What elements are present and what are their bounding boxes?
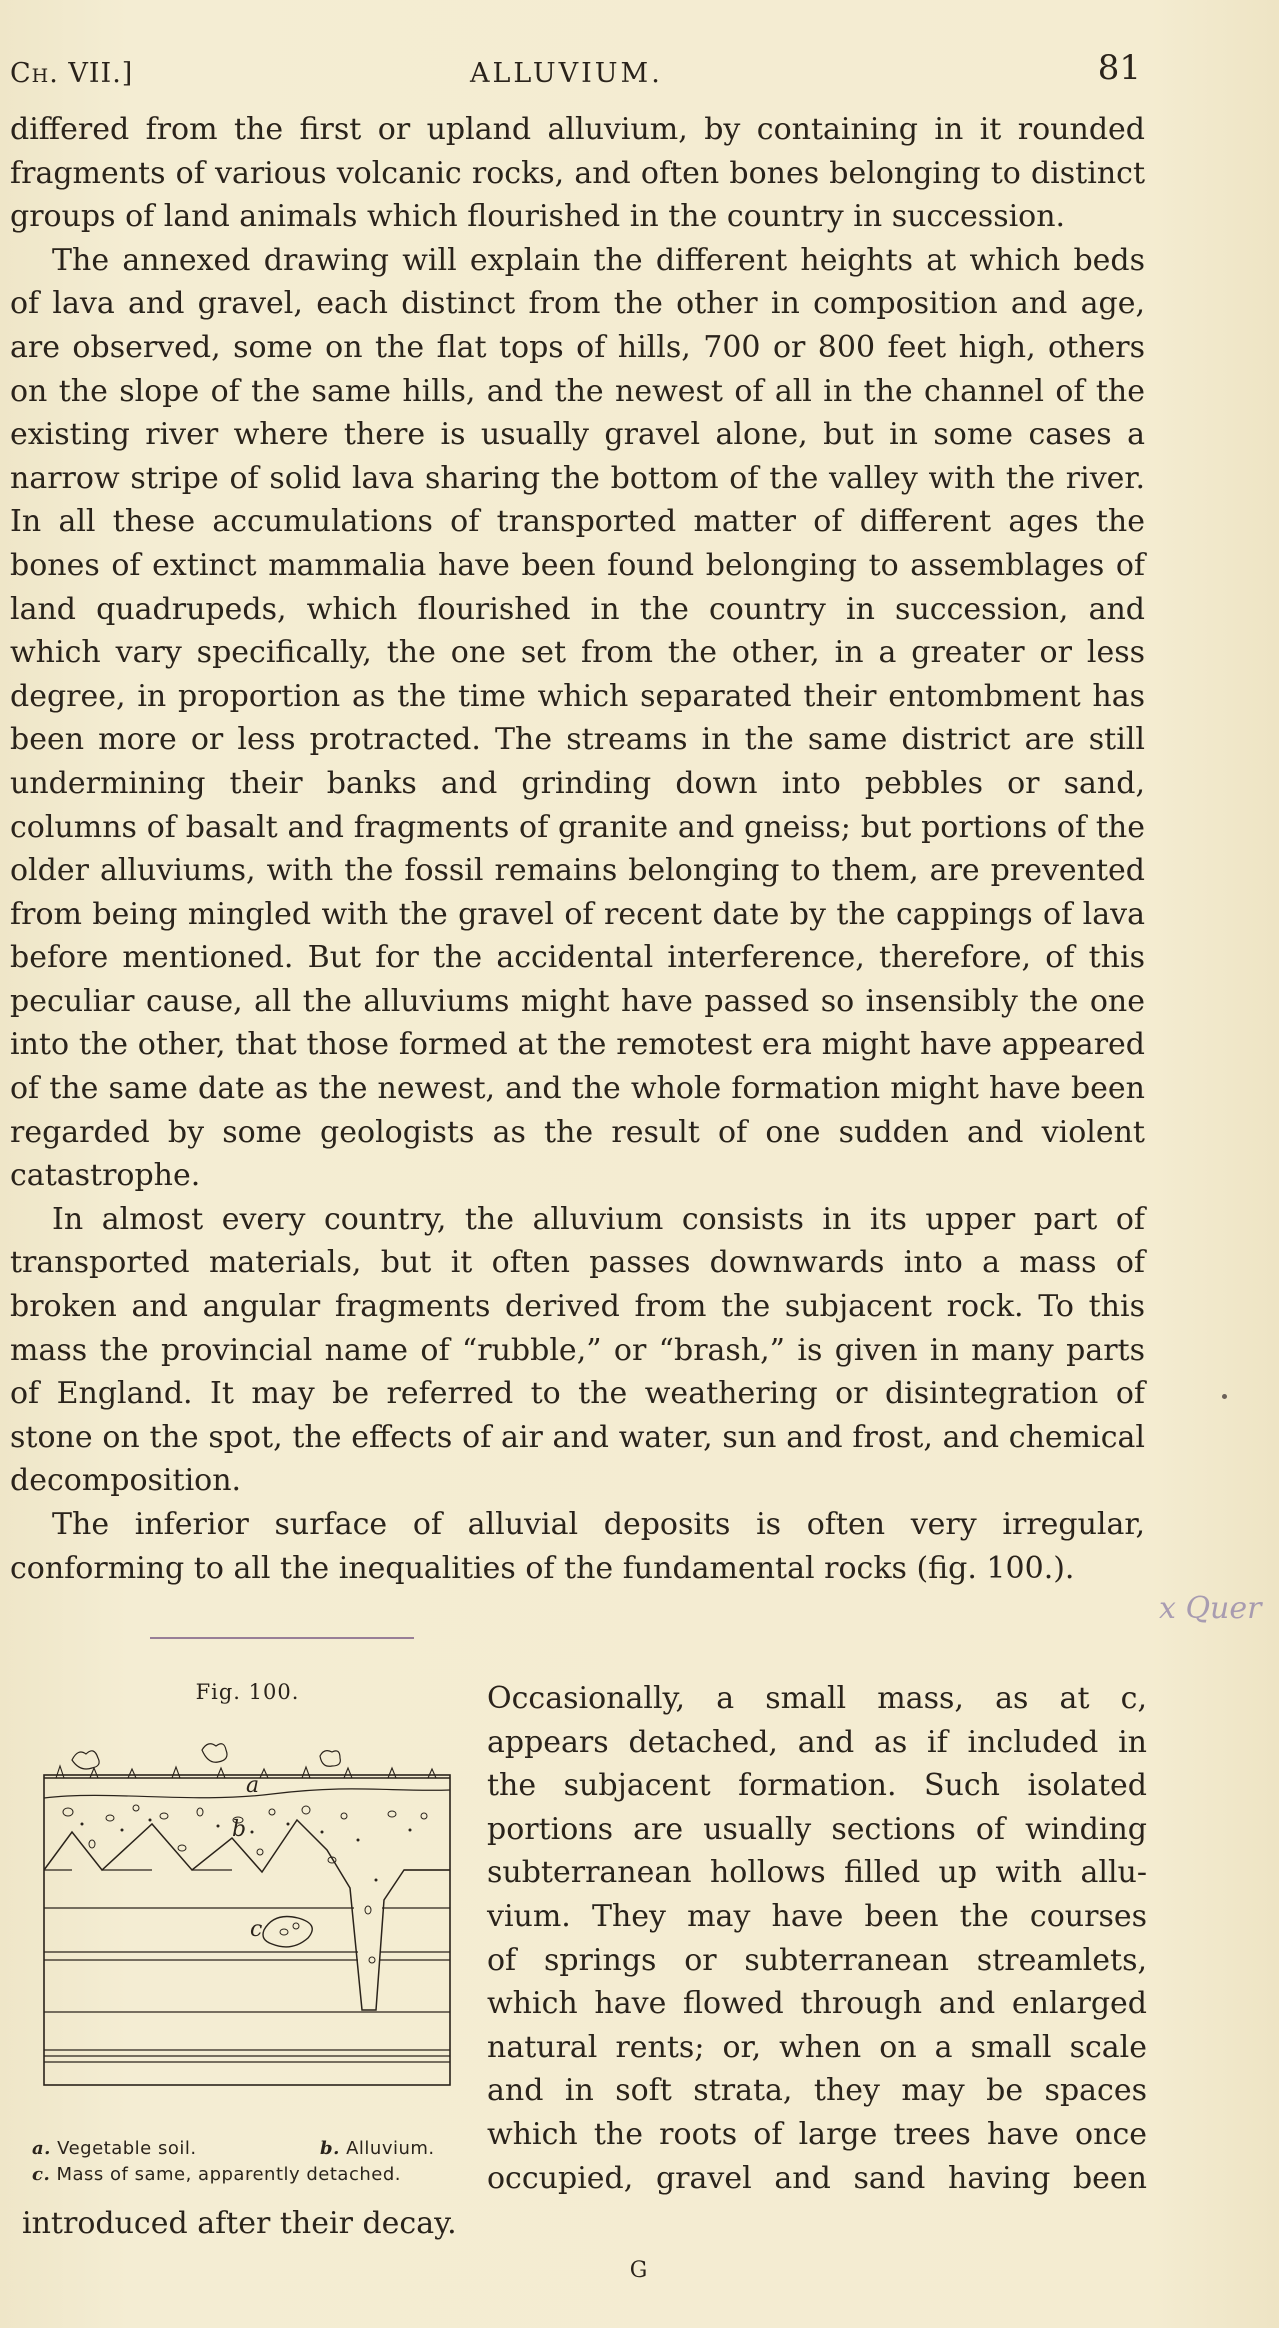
paragraph: differed from the first or upland alluvium, by containing in it rounded fragments of various volcanic rocks, and often bones belonging to distinct groups of land animals which flourished in the country in succession. <box>10 112 1145 235</box>
caption-c-text: Mass of same, apparently detached. <box>56 2164 401 2185</box>
paragraph: The annexed drawing will explain the different heights at which beds of lava and gravel, each distinct from the other in composition and age, are observed, some on the flat tops of hills, 700 or 800 feet high, others on the slope of the same hills, and the newest of all in the channel of the existing river where there is usually gravel alone, but in some cases a narrow stripe of solid lava sharing the bottom of the valley with the river. In all these accumulations of transported matter of different ages the bones of extinct mammalia have been found belonging to assemblages of land quadrupeds, which flourished in the country in succession, and which vary specifically, the one set from the other, in a greater or less degree, in proportion as the time which separated their entombment has been more or less protracted. The streams in the same district are still undermining their banks and grinding down into pebbles or sand, columns of basalt and fragments of granite and gneiss; but portions of the older alluviums, with the fossil remains belonging to them, are prevented from being mingled with the gravel of recent date by the cappings of lava before mentioned. But for the accidental interference, therefore, of this peculiar cause, all the alluviums might have passed so insensibly the one into the other, that those formed at the remotest era might have appeared of the same date as the newest, and the whole formation might have been regarded by some geologists as the result of one sudden and violent catastrophe. <box>10 242 1145 1194</box>
chapter-label: Ch. VII.] <box>10 58 134 89</box>
caption-a <box>32 2138 197 2159</box>
margin-dot <box>1222 1394 1227 1399</box>
main-text <box>10 108 1145 1590</box>
text-line: which the roots of large trees have once <box>487 2116 1147 2152</box>
caption-a-letter: a. <box>32 2138 51 2159</box>
page-number: 81 <box>1097 48 1141 88</box>
figure-title: Fig. 100. <box>195 1680 300 1704</box>
rock-strata <box>44 1870 450 2062</box>
caption-b-letter: b. <box>320 2138 340 2159</box>
text-beside-figure <box>487 1677 1147 2200</box>
text-line: appears detached, and as if included in <box>487 1724 1147 1760</box>
geological-section-drawing <box>32 1720 472 2110</box>
paragraph: In almost every country, the alluvium consists in its upper part of transported materials, but it often passes downwards into a mass of broken and angular fragments derived from the subjacent rock. To this mass the provincial name of “rubble,” or “brash,” is given in many parts of England. It may be referred to the weathering or disintegration of stone on the spot, the effects of air and water, sun and frost, and chemical decomposition. <box>10 1201 1145 1499</box>
text-line: subterranean hollows filled up with allu- <box>487 1855 1147 1891</box>
running-header <box>10 48 1141 88</box>
section-frame <box>44 1775 450 2085</box>
caption-b-text: Alluvium. <box>346 2138 435 2159</box>
label-a: a <box>246 1773 260 1798</box>
pencil-marginalia <box>1155 1578 1279 1698</box>
alluvium-boundary <box>44 1820 450 2010</box>
text-line: of springs or subterranean streamlets, <box>487 1942 1147 1978</box>
shrub-outlines <box>72 1744 340 1769</box>
text-line: portions are usually sections of winding <box>487 1811 1147 1847</box>
figure-100 <box>20 1680 475 2200</box>
text-line: natural rents; or, when on a small scale <box>487 2029 1147 2065</box>
text-line: vium. They may have been the courses <box>487 1898 1147 1934</box>
caption-c <box>32 2164 401 2185</box>
pencil-underline <box>150 1637 414 1639</box>
text-line: the subjacent formation. Such isolated <box>487 1768 1147 1804</box>
running-title: ALLUVIUM. <box>470 58 663 89</box>
closing-line: introduced after their decay. <box>22 2206 457 2241</box>
label-c: c <box>250 1917 263 1942</box>
caption-c-letter: c. <box>32 2164 51 2185</box>
text-line: occupied, gravel and sand having been <box>487 2160 1147 2196</box>
paragraph: The inferior surface of alluvial deposits is often very irregular, conforming to all the inequalities of the fundamental rocks (fig. 100.). <box>10 1507 1145 1586</box>
caption-a-text: Vegetable soil. <box>57 2138 197 2159</box>
signature-mark: G <box>629 2258 650 2283</box>
text-line: Occasionally, a small mass, as at c, <box>487 1681 1147 1716</box>
marginalia-text: x Quer <box>1159 1591 1262 1626</box>
text-line: which have flowed through and enlarged <box>487 1986 1147 2022</box>
caption-b <box>320 2138 435 2159</box>
label-b: b <box>232 1817 247 1842</box>
text-line: and in soft strata, they may be spaces <box>487 2073 1147 2109</box>
